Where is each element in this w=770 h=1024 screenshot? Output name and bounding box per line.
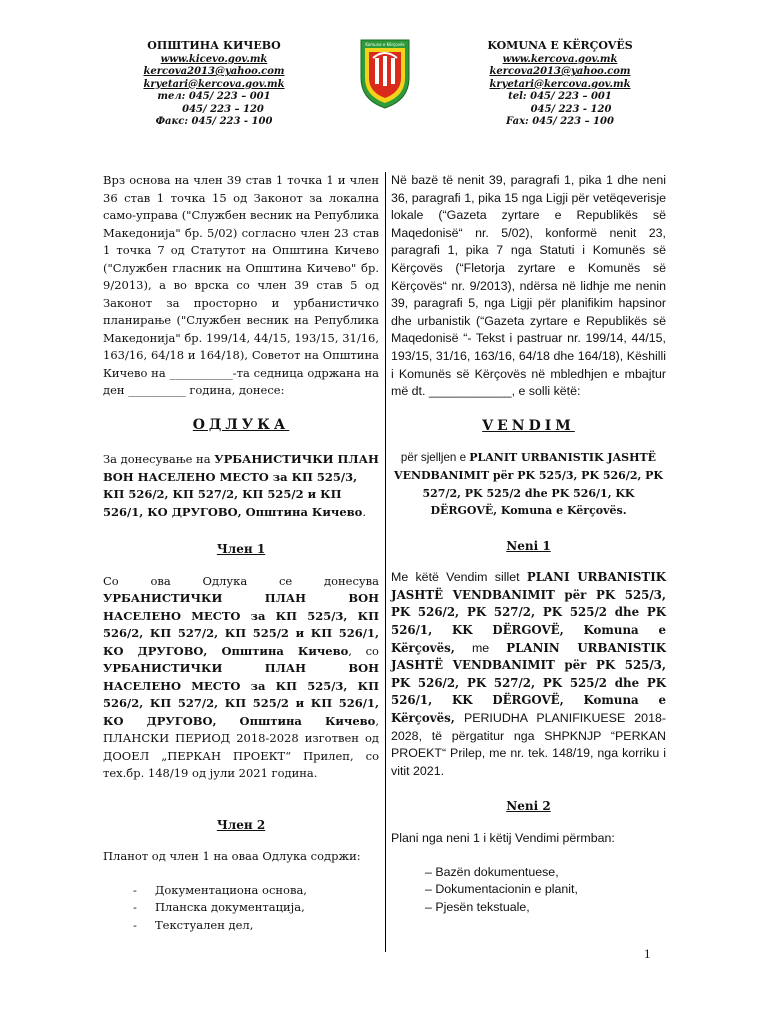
decision-title-sq: VENDIM [482, 417, 575, 434]
list-item: - Документациона основа, [133, 882, 379, 900]
macedonian-column [103, 172, 379, 934]
phone-mk-2: 045/ 223 – 120 [182, 103, 264, 115]
article-2-intro-sq: Plani nga neni 1 i këtij Vendimi përmban: [391, 831, 615, 845]
preamble-sq: Në bazë të nenit 39, paragrafi 1, pika 1 dhe neni 36, paragrafi 1, pika 15 nga Ligji për vetëqeverisje lokale (“Gazeta zyrtare e Republikës së Maqedonisë“ nr. 5/02), konformë nenit 23, paragrafi 1, pika 7 nga Statuti i Komunës së Kërçovës (“Fletorja zyrtare e Komunës së Kërçovës“ nr. 9/2013), ndërsa në lidhje me nenin 39, paragrafi 5, nga Ligji për planifikim hapsinor dhe urbanistik (“Gazeta zyrtare e Republikës së Maqedonisë “- Tekst i pastruar nr. 199/14, 44/15, 193/15, 31/16, 163/16, 64/18 dhe 164/18), Këshilli i Komunës së Kërçovës në mbledhjen e mbajtur më dt. ____________, e solli këtë: [391, 173, 666, 399]
website-link-mk[interactable]: www.kicevo.gov.mk [160, 53, 268, 65]
municipality-name-mk: ОПШТИНА КИЧЕВО [147, 39, 281, 52]
list-item: – Bazën dokumentuese, [425, 864, 559, 879]
article-2-title-sq: Neni 2 [506, 799, 551, 814]
article-2-intro-mk: Планот од член 1 на оваа Одлука содржи: [103, 849, 361, 864]
email-link-mk-1[interactable]: kercova2013@yahoo.com [143, 66, 285, 77]
article-1-title-sq: Neni 1 [506, 538, 551, 553]
phone-sq-1: tel: 045/ 223 – 001 [508, 91, 612, 102]
logo-lettering: Komuna e Kërçovës [365, 42, 405, 47]
phone-mk-1: тел: 045/ 223 – 001 [157, 91, 271, 102]
albanian-column [391, 172, 666, 916]
phone-sq-2: 045/ 223 - 120 [530, 103, 612, 115]
decision-intro-sq: për sjelljen e PLANIT URBANISTIK JASHTË VENDBANIMIT për PK 525/3, PK 526/2, PK 527/2, PK 525/2 dhe PK 526/1, KK DËRGOVË, Komuna e Kërçovës. [394, 451, 663, 518]
email-link-mk-2[interactable]: kryetari@kercova.gov.mk [143, 78, 285, 90]
preamble-mk: Врз основа на член 39 став 1 точка 1 и член 36 став 1 точка 15 од Законот за локална само-управа ("Службен весник на Република Македонија" бр. 5/02) согласно член 23 став 1 точка 7 од Статутот на Општина Кичево ("Службен гласник на Општина Кичево" бр. 9/2013), а во врска со член 39 став 5 од Законот за просторно и урбанистичко планирање ("Службен весник на Република Македонија" бр. 199/14, 44/15, 193/15, 31/16, 163/16, 64/18 и 164/18), Советот на Општина Кичево на ___________-та седница одржана на ден __________ година, донесе: [103, 173, 379, 397]
list-item: - Планска документација, [133, 899, 379, 917]
fax-sq: Fax: 045/ 223 – 100 [506, 116, 614, 127]
header-left [84, 40, 344, 129]
list-item: – Pjesën tekstuale, [425, 899, 530, 914]
email-link-sq-2[interactable]: kryetari@kercova.gov.mk [489, 78, 631, 90]
decision-intro-mk: За донесување на УРБАНИСТИЧКИ ПЛАН ВОН НАСЕЛЕНО МЕСТО за КП 525/3, КП 526/2, КП 527/2, КП 525/2 и КП 526/1, КО ДРУГОВО, Општина Кичево. [103, 452, 379, 519]
article-2-list-mk [103, 882, 379, 935]
decision-title-mk: ОДЛУКА [192, 416, 290, 433]
municipality-name-sq: KOMUNA E KËRÇOVËS [487, 39, 633, 52]
page-number: 1 [644, 946, 651, 961]
article-1-text-mk: Со ова Одлука се донесува УРБАНИСТИЧКИ ПЛАН ВОН НАСЕЛЕНО МЕСТО за КП 525/3, КП 526/2, КП 527/2, КП 525/2 и КП 526/1, КО ДРУГОВО, Општина Кичево, со УРБАНИСТИЧКИ ПЛАН ВОН НАСЕЛЕНО МЕСТО за КП 525/3, КП 526/2, КП 527/2, КП 525/2 и КП 526/1, КО ДРУГОВО, Општина Кичево, ПЛАНСКИ ПЕРИОД 2018-2028 изготвен од ДООЕЛ „ПЕРКАН ПРОЕКТ“ Прилеп, со тех.бр. 148/19 од јули 2021 година. [103, 573, 379, 781]
column-divider [385, 172, 386, 952]
list-item: – Dokumentacionin e planit, [425, 882, 578, 897]
email-link-sq-1[interactable]: kercova2013@yahoo.com [489, 66, 631, 77]
fax-mk: Факс: 045/ 223 - 100 [155, 116, 273, 127]
municipality-coat-of-arms-logo [359, 38, 411, 110]
article-2-list-sq [391, 864, 666, 917]
article-1-title-mk: Член 1 [216, 542, 266, 557]
header-right [430, 40, 690, 129]
article-2-title-mk: Член 2 [216, 817, 266, 832]
list-item: - Текстуален дел, [133, 917, 379, 935]
article-1-text-sq: Me këtë Vendim sillet PLANI URBANISTIK JASHTË VENDBANIMIT për PK 525/3, PK 526/2, PK 527/2, PK 525/2 dhe PK 526/1, KK DËRGOVË, Komuna e Kërçovës, me PLANIN URBANISTIK JASHTË VENDBANIMIT për PK 525/3, PK 526/2, PK 527/2, PK 525/2 dhe PK 526/1, KK DËRGOVË, Komuna e Kërçovës, PERIUDHA PLANIFIKUESE 2018-2028, të përgatitur nga SHPKNJP “PERKAN PROEKT“ Prilep, me nr. tek. 148/19, nga korriku i vitit 2021. [391, 570, 666, 778]
website-link-sq[interactable]: www.kercova.gov.mk [502, 53, 618, 65]
